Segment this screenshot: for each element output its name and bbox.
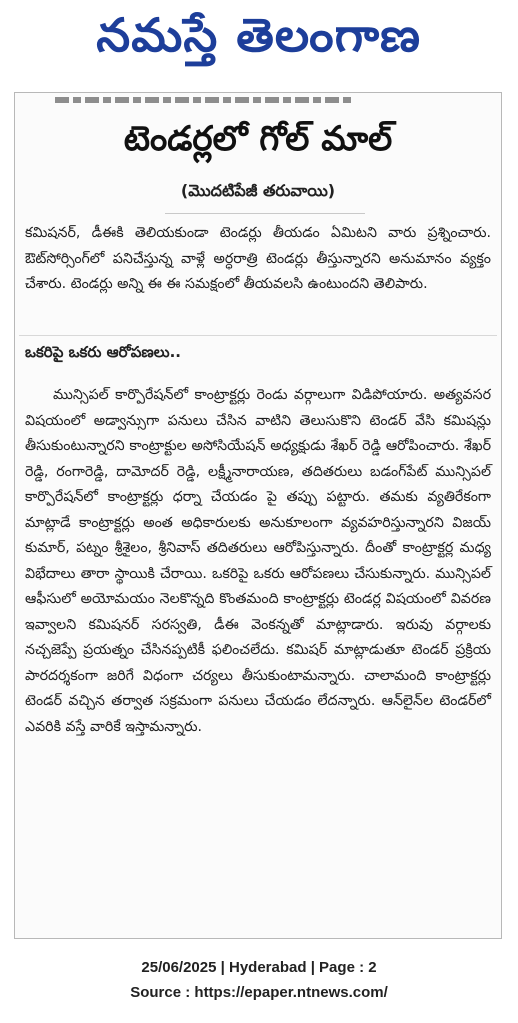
- article-paragraph-1: కమిషనర్, డీఈకి తెలియకుండా టెండర్లు తీయడం ఏమిటని వారు ప్రశ్నించారు. ఔట్‌సోర్సింగ్‌లో పనిచేస్తున్న వాళ్లే అర్ధరాత్రి టెండర్లు తీస్తున్నారని అనుమానం వ్యక్తం చేశారు. టెండర్లు అన్ని ఈ ఈ సమక్షంలో తీయవలసి ఉంటుందని తెలిపారు.: [25, 225, 491, 292]
- article-headline: టెండర్లలో గోల్ మాల్: [123, 119, 393, 159]
- cut-previous-line: [55, 97, 355, 103]
- article-continuation-note: (మొదటిపేజీ తరువాయి): [180, 181, 336, 200]
- footer-source-link[interactable]: Source : https://epaper.ntnews.com/: [130, 984, 388, 1001]
- masthead-logo-text: నమస్తే తెలంగాణ: [96, 8, 422, 62]
- article-paragraph-2: మున్సిపల్ కార్పొరేషన్‌లో కాంట్రాక్టర్లు రెండు వర్గాలుగా విడిపోయారు. అత్యవసర విషయంలో అడ్వాన్సుగా పనులు చేసిన వాటిని తెలుసుకొని టెండర్ వేసి కమిషన్లు తీసుకుంటున్నారని కాంట్రాక్టుల అసోసియేషన్ అధ్యక్షుడు శేఖర్ రెడ్డి ఆరోపించారు. శేఖర్ రెడ్డి, రంగారెడ్డి, దామోదర్ రెడ్డి, లక్ష్మీనారాయణ, తదితరులు బడంగ్‌పేట్ మున్సిపల్ కార్పొరేషన్‌లో కాంట్రాక్టర్లు ధర్నా చేయడం పై తప్పు పట్టారు. తమకు వ్యతిరేకంగా మాట్లాడే కాంట్రాక్టర్లు అంత అధికారులకు అనుకూలంగా వ్యవహరిస్తున్నారని విజయ్ కుమార్, పట్నం శ్రీశైలం, శ్రీనివాస్ తదితరులు ఆరోపిస్తున్నారు. దీంతో కాంట్రాక్టర్ల మధ్య విభేదాలు తారా స్థాయికి చేరాయి. ఒకరిపై ఒకరు ఆరోపణలు చేసుకున్నారు. మున్సిపల్ ఆఫీసులో అయోమయం నెలకొన్నది కొంతమంది కాంట్రాక్టర్లు టెండర్ల విషయంలో వివరణ ఇవ్వాలని కమిషనర్ సరస్వతి, డీఈ వెంకన్నతో మాట్లాడారు. ఇరువు వర్గాలకు నచ్చజెప్పే ప్రయత్నం చేసినప్పటికీ ఫలించలేదు. కమిషర్ మాట్లాడుతూ టెండర్ ప్రక్రియ పారదర్శకంగా జరిగే విధంగా చర్యలు తీసుకుంటామన్నారు. చాలామంది కాంట్రాక్టర్లు టెండర్ వచ్చిన తర్వాత సక్రమంగా పనులు చేయడం లేదన్నారు. ఆన్‌లైన్‌ల టెండర్‌లో ఎవరికి వస్తే వారికే ఇస్తామన్నారు.: [25, 387, 491, 735]
- footer-date-edition-page: 25/06/2025 | Hyderabad | Page : 2: [141, 959, 377, 976]
- newspaper-masthead: [0, 0, 518, 82]
- divider: [19, 335, 497, 336]
- divider: [165, 213, 365, 214]
- article-clipping: [14, 92, 502, 939]
- article-subheading: ఒకరిపై ఒకరు ఆరోపణలు..: [25, 343, 181, 361]
